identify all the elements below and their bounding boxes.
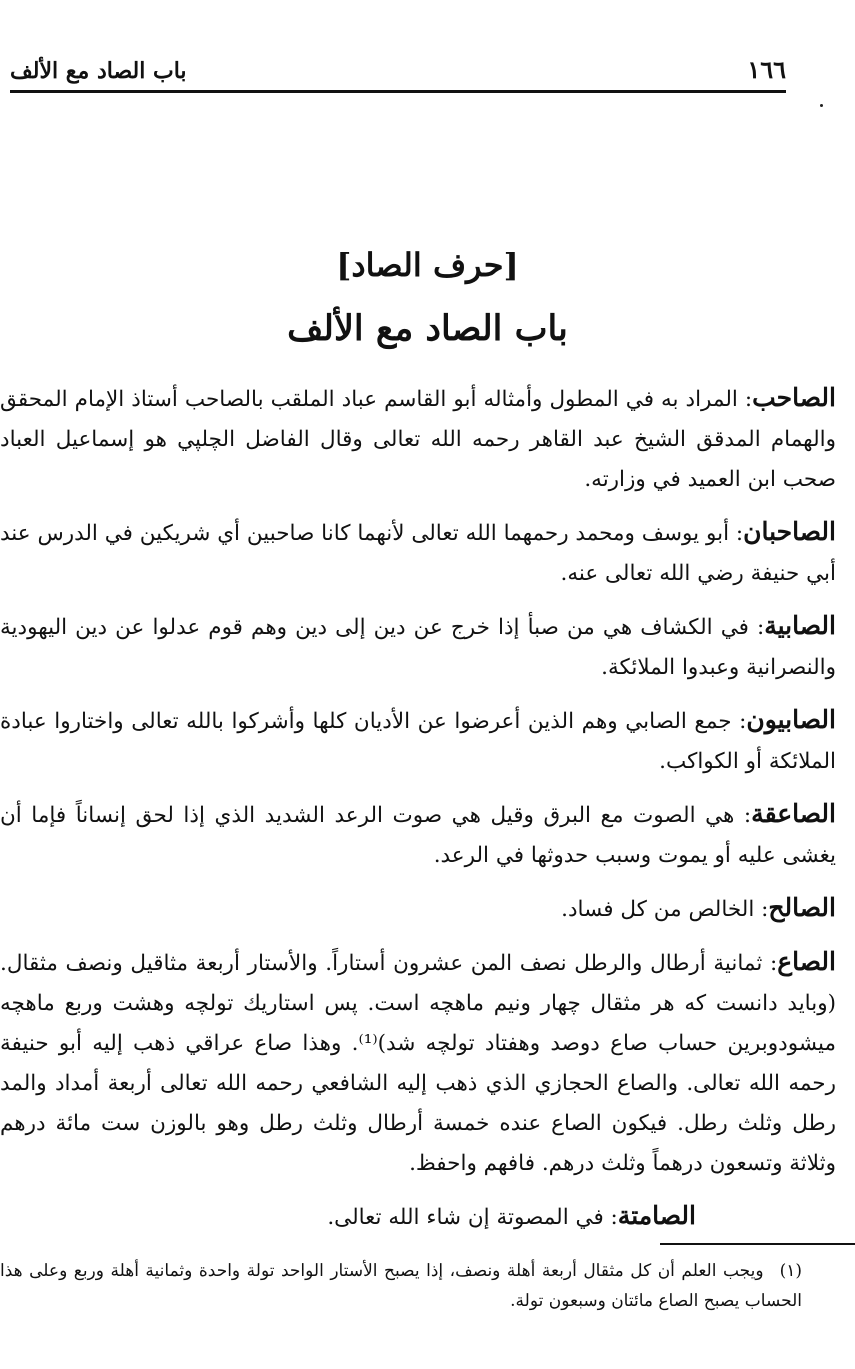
entry-text: : المراد به في المطول وأمثاله أبو القاسم عباد الملقب بالصاحب أستاذ الإمام المحقق والهمام المدقق الشيخ عبد القاهر رحمه الله تعالى وقال الفاضل الچلپي هو إسماعيل العباد صحب ابن العميد في وزارته. <box>0 387 836 492</box>
entry-sabiya <box>0 606 836 688</box>
entry-text: : هي الصوت مع البرق وقيل هي صوت الرعد الشديد الذي إذا لحق إنساناً فإما أن يغشى عليه أو يموت وسبب حدوثها في الرعد. <box>0 803 836 868</box>
entry-text: : جمع الصابي وهم الذين أعرضوا عن الأديان كلها وأشركوا بالله تعالى واختاروا عبادة الملائكة أو الكواكب. <box>0 709 836 774</box>
running-header <box>10 50 786 93</box>
entry-salih <box>0 888 836 930</box>
entry-text: : أبو يوسف ومحمد رحمهما الله تعالى لأنهما كانا صاحبين أي شريكين في الدرس عند أبي حنيفة رضي الله تعالى عنه. <box>0 521 836 586</box>
entry-text: : في الكشاف هي من صبأ إذا خرج عن دين إلى دين وهم قوم عدلوا عن دين اليهودية والنصرانية وعبدوا الملائكة. <box>0 615 836 680</box>
entry-text: : ثمانية أرطال والرطل نصف المن عشرون أستاراً. والأستار أربعة مثاقيل ونصف مثقال. (وبايد دانست كه هر مثقال چهار ونيم ماهچه است. پس استاريك تولچه وهشت وربع ماهچه ميشودوبرين حساب صاع دوصد وهفتاد تولچه شد)⁽¹⁾. وهذا صاع عراقي ذهب إليه أبو حنيفة رحمه الله تعالى. والصاع الحجازي الذي ذهب إليه الشافعي رحمه الله تعالى أربعة أمداد والمد رطل وثلث رطل. فيكون الصاع عنده خمسة أرطال وثلث رطل وهو بالوزن ست مائة درهم وثلاثة وتسعون درهماً وثلث درهم. فافهم واحفظ. <box>0 951 836 1176</box>
footnote <box>0 1256 802 1316</box>
margin-speck <box>820 104 823 107</box>
entry-term: الصابية <box>764 611 836 640</box>
entry-term: الصاعقة <box>751 799 836 828</box>
entry-saa <box>0 942 836 1184</box>
entry-text: : الخالص من كل فساد. <box>561 897 769 922</box>
entry-term: الصامتة <box>617 1201 696 1230</box>
entry-term: الصاحبان <box>743 517 836 546</box>
chapter-heading: باب الصاد مع الألف <box>287 308 568 349</box>
entry-term: الصاحب <box>752 383 836 412</box>
entry-term: الصالح <box>768 893 836 922</box>
entry-sabiyun <box>0 700 836 782</box>
running-title: باب الصاد مع الألف <box>10 58 187 84</box>
footnote-number: (١) <box>779 1261 802 1281</box>
entry-saiqa <box>0 794 836 876</box>
entry-term: الصابيون <box>746 705 836 734</box>
entry-sahiban <box>0 512 836 594</box>
entry-text: : في المصوتة إن شاء الله تعالى. <box>327 1205 618 1230</box>
entries-body <box>0 378 836 1250</box>
entry-term: الصاع <box>777 947 836 976</box>
page-number: ١٦٦ <box>747 55 786 84</box>
footnote-text: ويجب العلم أن كل مثقال أربعة أهلة ونصف، إذا يصبح الأستار الواحد تولة واحدة وثمانية أهلة وربع وعلى هذا الحساب يصبح الصاع مائتان وسبعون تولة. <box>0 1261 802 1311</box>
section-heading: [حرف الصاد] <box>336 246 519 284</box>
footnote-divider <box>660 1243 855 1245</box>
entry-sahib <box>0 378 836 500</box>
entry-samita <box>0 1196 836 1238</box>
